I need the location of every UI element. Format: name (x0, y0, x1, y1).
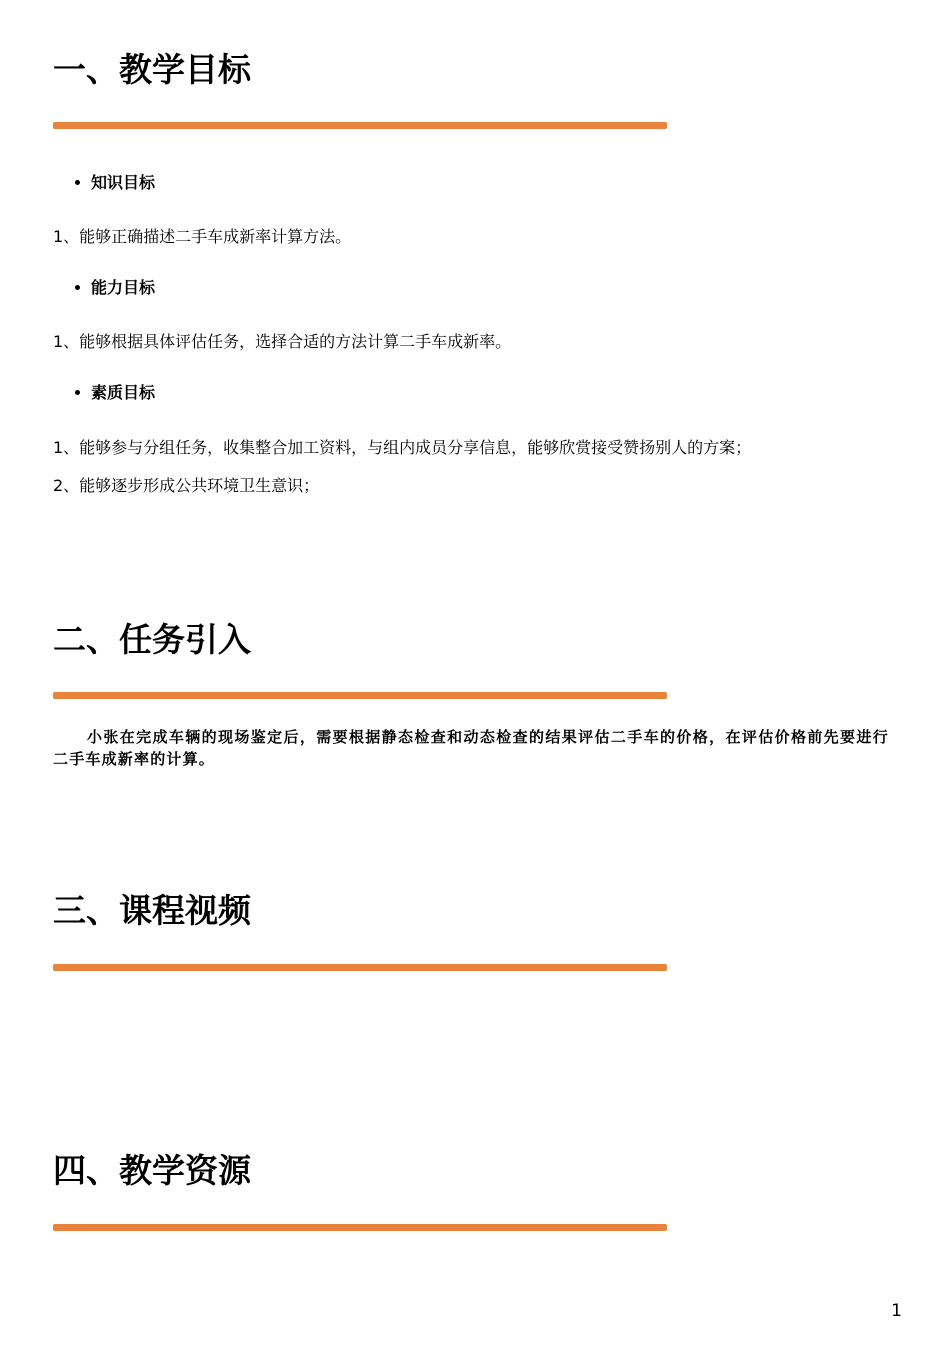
section-heading-course-video: 三、课程视频 (53, 891, 251, 930)
orange-divider (53, 122, 667, 129)
bullet-dot-icon (75, 285, 80, 290)
bullet-dot-icon (75, 180, 80, 185)
section-heading-task-introduction: 二、任务引入 (53, 620, 251, 659)
subheading-quality-objectives (75, 382, 155, 404)
section-heading-teaching-objectives: 一、教学目标 (53, 50, 251, 89)
ability-item: 1、能够根据具体评估任务，选择合适的方法计算二手车成新率。 (53, 332, 512, 351)
orange-divider (53, 1224, 667, 1231)
orange-divider (53, 692, 667, 699)
task-introduction-paragraph: 小张在完成车辆的现场鉴定后，需要根据静态检查和动态检查的结果评估二手车的价格，在评估价格前先要进行二手车成新率的计算。 (53, 728, 889, 768)
page-number: 1 (891, 1301, 902, 1321)
quality-item: 2、能够逐步形成公共环境卫生意识； (53, 476, 320, 495)
subheading-label: 知识目标 (91, 173, 156, 192)
subheading-label: 能力目标 (91, 278, 156, 297)
subheading-ability-objectives (75, 277, 155, 299)
knowledge-item: 1、能够正确描述二手车成新率计算方法。 (53, 227, 352, 246)
subheading-label: 素质目标 (91, 383, 156, 402)
subheading-knowledge-objectives (75, 172, 155, 194)
orange-divider (53, 964, 667, 971)
quality-item: 1、能够参与分组任务，收集整合加工资料，与组内成员分享信息，能够欣赏接受赞扬别人的方案； (53, 438, 752, 457)
bullet-dot-icon (75, 390, 80, 395)
section-heading-teaching-resources: 四、教学资源 (53, 1151, 251, 1190)
